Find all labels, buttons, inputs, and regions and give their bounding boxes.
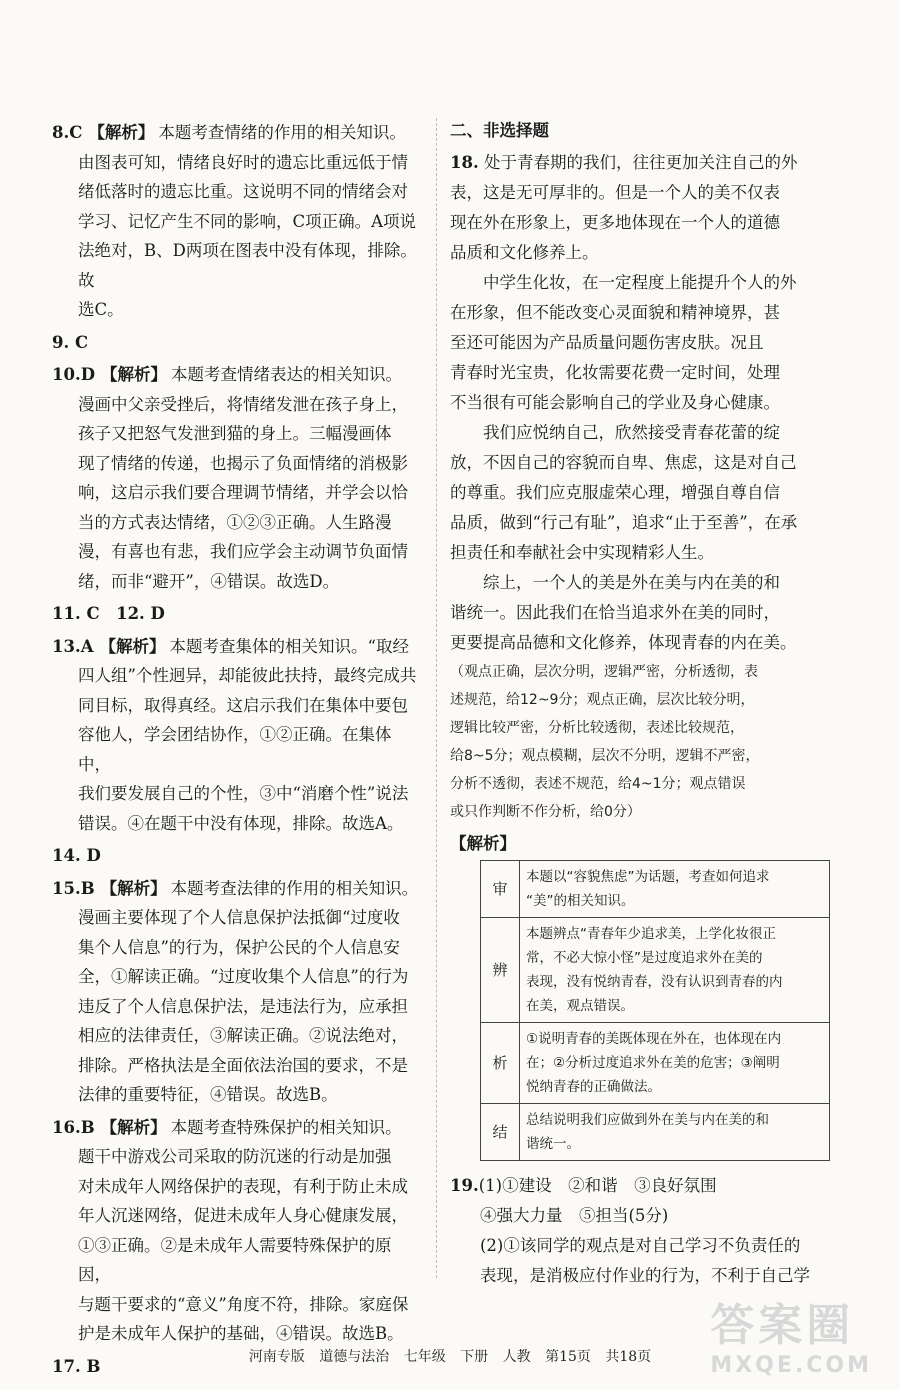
table-cell: 本题以“容貌焦虑”为话题，考查如何追求 “美”的相关知识。: [520, 861, 830, 918]
footer-edition: 河南专版: [248, 1349, 305, 1365]
table-key: 结: [481, 1104, 520, 1161]
watermark: [710, 1289, 872, 1378]
answer-18-para-4: 综上，一个人的美是外在美与内在美的和 谐统一。因此我们在恰当追求外在美的同时， 更要提高品德和文化修养，体现青春的内在美。: [450, 573, 797, 652]
table-row: [481, 918, 830, 1023]
table-cell: 总结说明我们应做到外在美与内在美的和 谐统一。: [520, 1104, 830, 1161]
scoring-criteria: （观点正确，层次分明，逻辑严密，分析透彻，表 述规范，给12~9分；观点正确，层次比较分明， 逻辑比较严密，分析比较透彻，表述比较规范， 给8~5分；观点模糊，层次不分明，逻辑不严密， 分析不透彻，表述不规范，给4~1分；观点错误 或只作判断不作分析，给0分）: [450, 664, 760, 820]
table-key: 辨: [481, 918, 520, 1023]
table-key: 析: [481, 1023, 520, 1104]
footer-total: 共18页: [605, 1349, 652, 1365]
answer-13: 13.A 【解析】 本题考查集体的相关知识。“取经 四人组”个性迥异，却能彼此扶持，最终完成共 同目标，取得真经。这启示我们在集体中要包 容他人，学会团结协作，①②正确。在集体中， 我们要发展自己的个性，③中“消磨个性”说法 错误。④在题干中没有体现，排除。故选A。: [52, 636, 417, 833]
answer-18-para-1: 18. 处于青春期的我们，往往更加关注自己的外 表，这是无可厚非的。但是一个人的美不仅表 现在外在形象上，更多地体现在一个人的道德 品质和文化修养上。: [450, 153, 798, 262]
footer-page: 第15页: [545, 1349, 591, 1365]
answer-10: 10.D 【解析】 本题考查情绪表达的相关知识。 漫画中父亲受挫后，将情绪发泄在孩子身上， 孩子又把怒气发泄到猫的身上。三幅漫画体 现了情绪的传递，也揭示了负面情绪的消极影 响，这启示我们要合理调节情绪，并学会以恰 当的方式表达情绪，①②③正确。人生路漫 漫，有喜也有悲，我们应学会主动调节负面情 绪，而非“避开”，④错误。故选D。: [52, 365, 408, 591]
answer-16: 16.B 【解析】 本题考查特殊保护的相关知识。 题干中游戏公司采取的防沉迷的行动是加强 对未成年人网络保护的表现，有利于防止未成 年人沉迷网络，促进未成年人身心健康发展， ①③正确。②是未成年人需要特殊保护的原因， 与题干要求的“意义”角度不符，排除。家庭保 护是未成年人保护的基础，④错误。故选B。: [52, 1117, 409, 1343]
answer-17: 17. B: [52, 1356, 101, 1376]
watermark-logo: 答案圈: [710, 1300, 855, 1351]
answer-14: 14. D: [52, 846, 101, 865]
left-column: [52, 118, 424, 1384]
footer-subject: 道德与法治: [319, 1349, 390, 1365]
answer-11-12: 11. C 12. D: [52, 604, 165, 623]
analysis-label: 【解析】: [450, 834, 516, 853]
section-title: 二、非选择题: [450, 121, 549, 140]
table-cell: ①说明青春的美既体现在外在，也体现在内 在；②分析过度追求外在美的危害；③阐明 悦纳青春的正确做法。: [520, 1023, 830, 1104]
footer-grade: 七年级: [403, 1349, 446, 1365]
analysis-table: [480, 860, 830, 1161]
table-key: 审: [481, 861, 520, 918]
answer-9: 9. C: [52, 332, 89, 352]
answer-19: 19.(1)①建设 ②和谐 ③良好氛围 ④强大力量 ⑤担当(5分) (2)①该同学的观点是对自己学习不负责任的 表现，是消极应付作业的行为，不利于自己学: [450, 1176, 810, 1285]
answer-8: 8.C 【解析】 本题考查情绪的作用的相关知识。 由图表可知，情绪良好时的遗忘比重远低于情 绪低落时的遗忘比重。这说明不同的情绪会对 学习、记忆产生不同的影响，C项正确。A项说 法绝对，B、D两项在图表中没有体现，排除。故 选C。: [52, 123, 417, 319]
footer-publisher: 人教: [502, 1349, 531, 1365]
right-column: [450, 118, 840, 1291]
answer-18-para-3: 我们应悦纳自己，欣然接受青春花蕾的绽 放，不因自己的容貌而自卑、焦虑，这是对自己 的尊重。我们应克服虚荣心理，增强自尊自信 品质，做到“行己有耻”，追求“止于至善”，在承 担责任和奉献社会中实现精彩人生。: [450, 423, 798, 562]
column-divider: [436, 118, 437, 1278]
answer-18-para-2: 中学生化妆，在一定程度上能提升个人的外 在形象，但不能改变心灵面貌和精神境界，甚 至还可能因为产品质量问题伤害皮肤。况且 青春时光宝贵，化妆需要花费一定时间，处理 不当很有可能会影响自己的学业及身心健康。: [450, 273, 797, 412]
footer-volume: 下册: [460, 1349, 489, 1365]
table-row: [481, 1104, 830, 1161]
table-cell: 本题辨点“青春年少追求美，上学化妆很正 常，不必大惊小怪”是过度追求外在美的 表现，没有悦纳青春，没有认识到青春的内 在美，观点错误。: [520, 918, 830, 1023]
watermark-url: MXQE.COM: [710, 1353, 872, 1378]
table-row: [481, 1023, 830, 1104]
table-row: [481, 861, 830, 918]
answer-15: 15.B 【解析】 本题考查法律的作用的相关知识。 漫画主要体现了个人信息保护法抵御“过度收 集个人信息”的行为，保护公民的个人信息安 全，①解读正确。“过度收集个人信息”的行为 违反了个人信息保护法，是违法行为，应承担 相应的法律责任，③解读正确。②说法绝对， 排除。严格执法是全面依法治国的要求，不是 法律的重要特征，④错误。故选B。: [52, 878, 419, 1104]
